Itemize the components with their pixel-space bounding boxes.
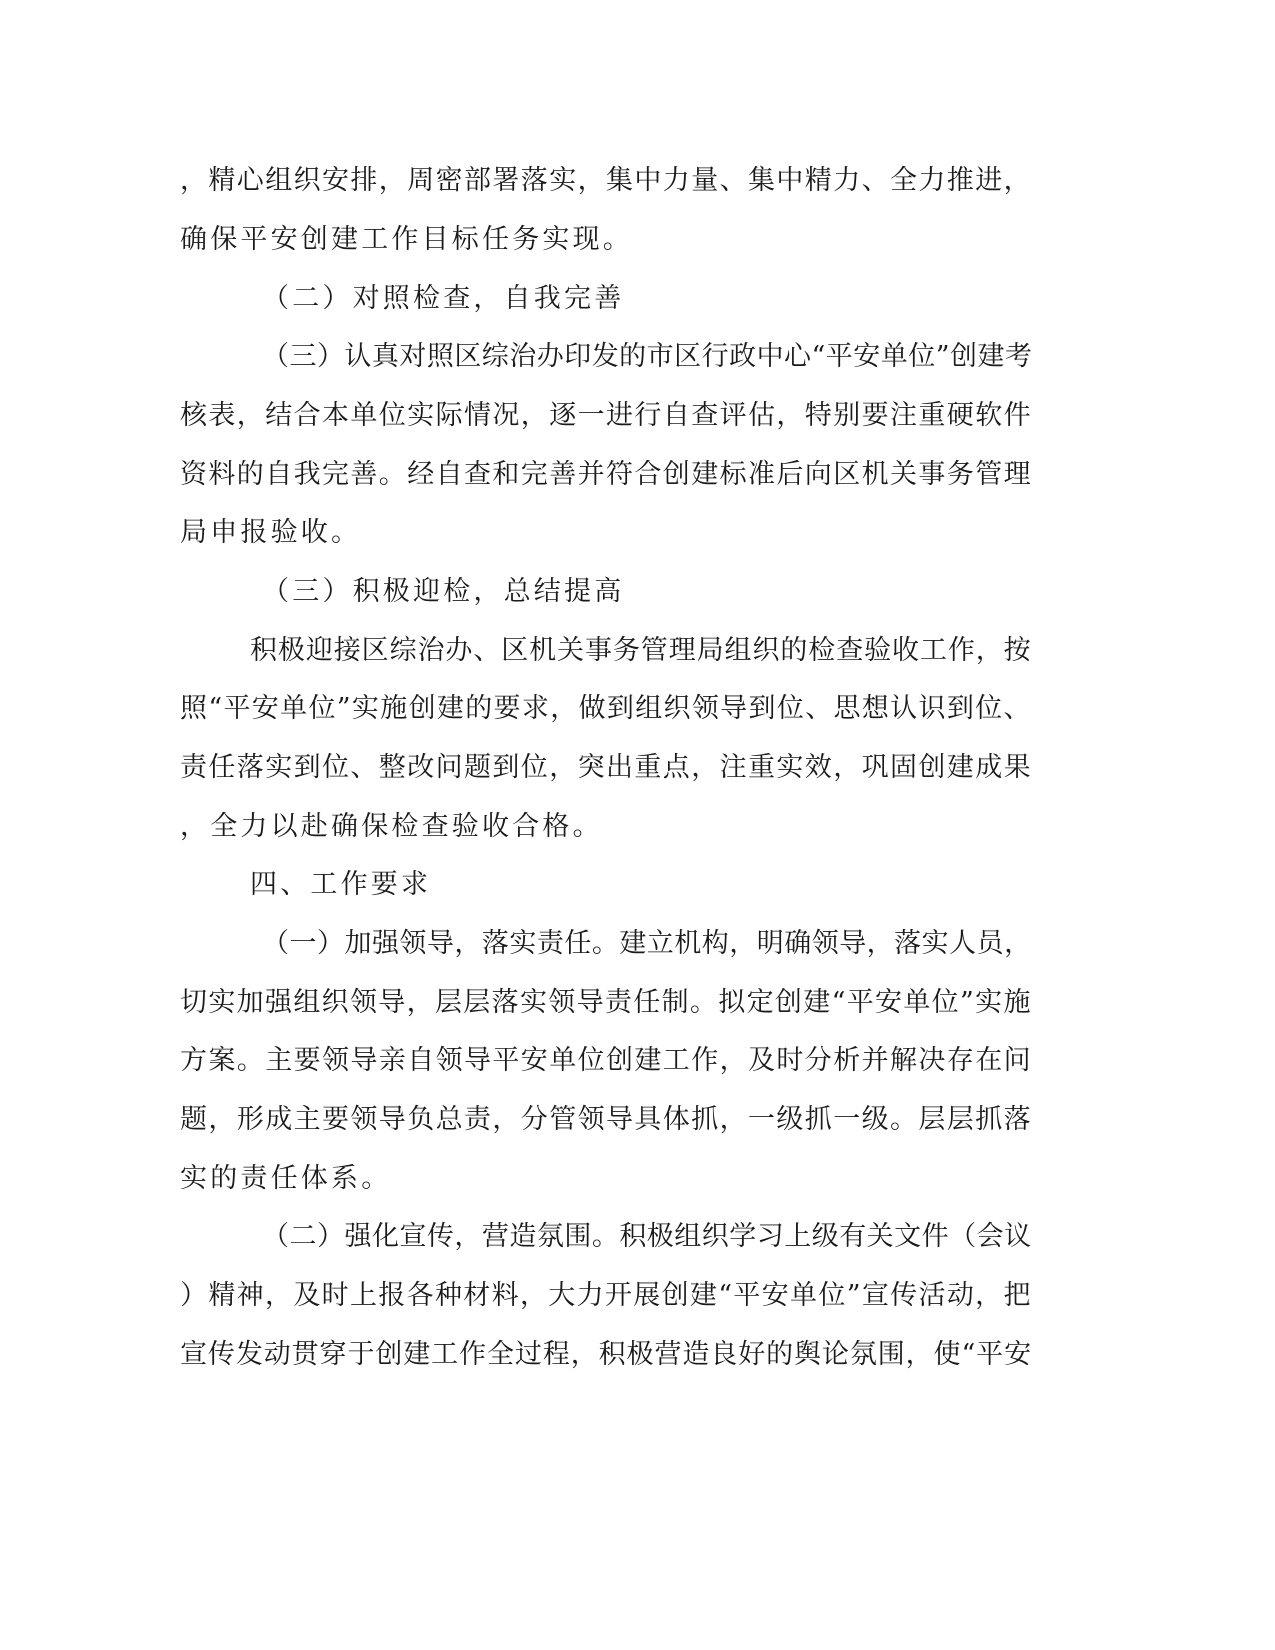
text-line: 积极迎接区综治办、区机关事务管理局组织的检查验收工作，按 xyxy=(250,635,1032,666)
text-line: 资料的自我完善。经自查和完善并符合创建标准后向区机关事务管理 xyxy=(180,459,1032,490)
text-line: 核表，结合本单位实际情况，逐一进行自查评估，特别要注重硬软件 xyxy=(180,400,1032,431)
text-line: 切实加强组织领导，层层落实领导责任制。拟定创建“平安单位”实施 xyxy=(180,987,1032,1018)
text-line: 局申报验收。 xyxy=(180,517,362,548)
text-line: （二）强化宣传，营造氛围。积极组织学习上级有关文件（会议 xyxy=(262,1221,1032,1252)
text-line: ）精神，及时上报各种材料，大力开展创建“平安单位”宣传活动，把 xyxy=(180,1280,1032,1311)
section-heading: 四、工作要求 xyxy=(250,869,432,900)
text-line: 确保平安创建工作目标任务实现。 xyxy=(180,224,633,255)
section-heading: （三）积极迎检，总结提高 xyxy=(262,576,625,607)
section-heading: （二）对照检查，自我完善 xyxy=(262,283,625,314)
text-line: ，全力以赴确保检查验收合格。 xyxy=(180,811,603,842)
text-line: 方案。主要领导亲自领导平安单位创建工作，及时分析并解决存在问 xyxy=(180,1045,1032,1076)
text-line: （一）加强领导，落实责任。建立机构，明确领导，落实人员， xyxy=(262,928,1032,959)
text-line: 实的责任体系。 xyxy=(180,1163,392,1194)
text-line: 宣传发动贯穿于创建工作全过程，积极营造良好的舆论氛围，使“平安 xyxy=(180,1339,1033,1370)
text-line: 题，形成主要领导负总责，分管领导具体抓，一级抓一级。层层抓落 xyxy=(180,1104,1032,1135)
text-line: 照“平安单位”实施创建的要求，做到组织领导到位、思想认识到位、 xyxy=(180,693,1032,724)
text-line: （三）认真对照区综治办印发的市区行政中心“平安单位”创建考 xyxy=(262,341,1033,372)
text-line: 责任落实到位、整改问题到位，突出重点，注重实效，巩固创建成果 xyxy=(180,752,1032,783)
text-line: ，精心组织安排，周密部署落实，集中力量、集中精力、全力推进， xyxy=(180,165,1032,196)
